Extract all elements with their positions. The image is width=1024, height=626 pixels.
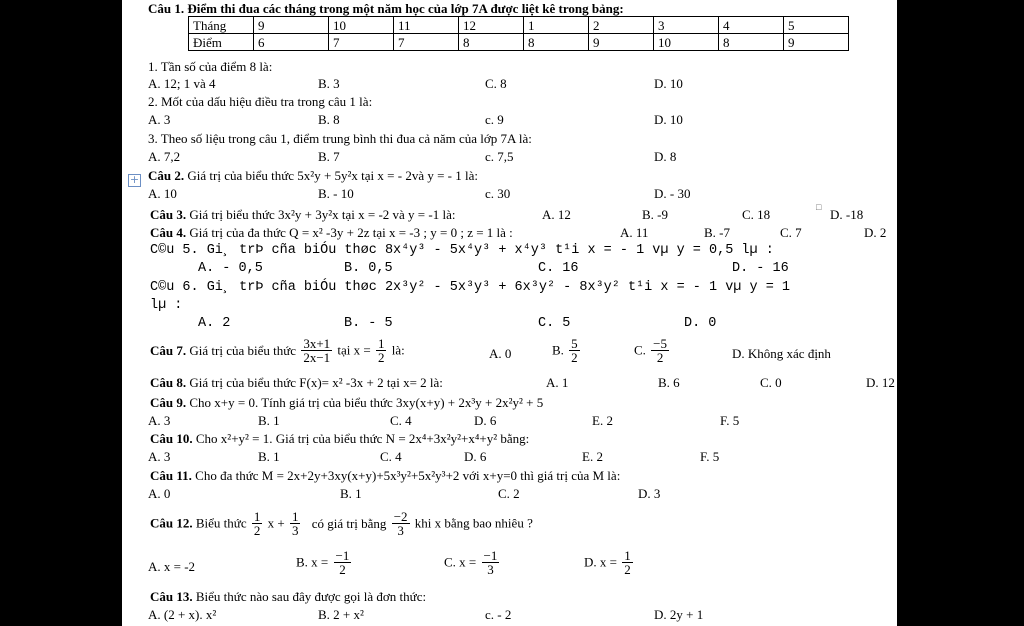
option-c: C. 8 — [485, 76, 507, 91]
table-cell: 5 — [784, 17, 849, 34]
option-c: c. 9 — [485, 112, 504, 127]
question-1-title: Câu 1. Điểm thi đua các tháng trong một năm học của lớp 7A được liệt kê trong bảng: — [148, 1, 624, 16]
question-3-stem: Câu 3. Giá trị biểu thức 3x²y + 3y²x tại x = -2 và y = -1 là: — [150, 207, 456, 222]
option-c: C. 18 — [742, 207, 771, 222]
option-d: D. 10 — [654, 112, 683, 127]
fraction: $\frac{1}{2}$ — [377, 336, 385, 365]
option-b: B. x = $\frac{-1}{2}$ — [296, 548, 350, 577]
option-b: B. - 5 — [344, 316, 393, 331]
table-cell: 10 — [329, 17, 394, 34]
question-stem: 3. Theo số liệu trong câu 1, điểm trung bình thi đua cả năm của lớp 7A là: — [148, 131, 532, 146]
small-box-icon: □ — [816, 202, 822, 212]
option-a: A. x = -2 — [148, 559, 196, 574]
option-a: A. 12; 1 và 4 — [148, 76, 216, 91]
option-d: D. 0 — [684, 316, 717, 331]
option-d: D. 12 — [866, 375, 895, 390]
option-a: A. (2 + x). x² — [148, 607, 217, 622]
score-table — [188, 16, 849, 51]
option-b: B. 1 — [340, 486, 362, 501]
option-d: D. 2 — [864, 225, 887, 240]
option-d: D. 3 — [638, 486, 661, 501]
table-cell: 10 — [654, 34, 719, 51]
table-cell: 2 — [589, 17, 654, 34]
option-f: F. 5 — [720, 413, 740, 428]
question-9-stem: Câu 9. Cho x+y = 0. Tính giá trị của biểu thức 3xy(x+y) + 2x³y + 2x²y² + 5 — [150, 395, 544, 410]
option-d: D. x = $\frac{1}{2}$ — [584, 548, 631, 577]
table-cell: 11 — [394, 17, 459, 34]
option-c: C. 5 — [538, 316, 571, 331]
table-row — [189, 17, 849, 34]
option-b: B. 7 — [318, 149, 340, 164]
option-c: C. 4 — [390, 413, 412, 428]
option-b: B. - 10 — [318, 186, 354, 201]
option-d: D. 6 — [464, 449, 487, 464]
question-12-stem: Câu 12. Biểu thức $\frac{1}{2}$ x + $\frac{1}{3}$ có giá trị bằng $\frac{-2}{3}$ khi x bằng bao nhiêu ? — [150, 509, 533, 538]
question-4-stem: Câu 4. Giá trị của đa thức Q = x² -3y + 2z tại x = -3 ; y = 0 ; z = 1 là : — [150, 225, 513, 240]
table-cell: Điểm — [189, 34, 254, 51]
option-f: F. 5 — [700, 449, 720, 464]
question-stem: 1. Tần số của điểm 8 là: — [148, 59, 273, 74]
question-6-stem-cont: lµ : — [150, 298, 183, 313]
table-cell: 12 — [459, 17, 524, 34]
option-a: A. 7,2 — [148, 149, 181, 164]
table-row — [189, 34, 849, 51]
option-b: B. 0,5 — [344, 261, 393, 276]
option-c: C. x = $\frac{-1}{3}$ — [444, 548, 498, 577]
question-stem: 2. Mốt của dấu hiệu điều tra trong câu 1 là: — [148, 94, 373, 109]
option-a: A. 3 — [148, 413, 171, 428]
option-d: D. -18 — [830, 207, 864, 222]
option-c: C. 7 — [780, 225, 802, 240]
option-a: A. 2 — [198, 316, 231, 331]
table-cell: 6 — [254, 34, 329, 51]
table-cell: 9 — [254, 17, 329, 34]
option-b: B. 3 — [318, 76, 340, 91]
fraction: $\frac{3x+1}{2x-1}$ — [303, 336, 331, 365]
option-c: C. 4 — [380, 449, 402, 464]
option-d: D. - 30 — [654, 186, 691, 201]
option-a: A. 12 — [542, 207, 571, 222]
option-b: B. 8 — [318, 112, 340, 127]
option-b: B. -7 — [704, 225, 730, 240]
option-e: E. 2 — [582, 449, 603, 464]
table-cell: 3 — [654, 17, 719, 34]
question-7-stem: Câu 7. Giá trị của biểu thức $\frac{3x+1}{2x-1}$ tại x = $\frac{1}{2}$ là: — [150, 336, 405, 365]
option-a: A. - 0,5 — [198, 261, 263, 276]
expand-plus-icon[interactable]: + — [129, 173, 140, 186]
question-2-stem: Câu 2. Giá trị của biểu thức 5x²y + 5y²x tại x = - 2và y = - 1 là: — [148, 168, 479, 183]
option-c: c. 7,5 — [485, 149, 514, 164]
option-d: D. 6 — [474, 413, 497, 428]
option-c: C. 16 — [538, 261, 579, 276]
option-d: D. 8 — [654, 149, 677, 164]
option-b: B. 1 — [258, 413, 280, 428]
option-a: A. 3 — [148, 112, 171, 127]
table-cell: 7 — [394, 34, 459, 51]
table-cell: 8 — [459, 34, 524, 51]
table-cell: 9 — [784, 34, 849, 51]
option-d: D. - 16 — [732, 261, 789, 276]
option-c: C. 2 — [498, 486, 520, 501]
option-a: A. 0 — [148, 486, 171, 501]
option-e: E. 2 — [592, 413, 613, 428]
table-cell: 8 — [524, 34, 589, 51]
option-d: D. 2y + 1 — [654, 607, 704, 622]
option-d: D. 10 — [654, 76, 683, 91]
option-d: D. Không xác định — [732, 346, 831, 361]
option-a: A. 11 — [620, 225, 649, 240]
option-b: B. 6 — [658, 375, 680, 390]
table-cell: 8 — [719, 34, 784, 51]
table-cell: 1 — [524, 17, 589, 34]
table-cell: Tháng — [189, 17, 254, 34]
option-a: A. 1 — [546, 375, 569, 390]
option-b: B. $\frac{5}{2}$ — [552, 336, 578, 365]
table-cell: 7 — [329, 34, 394, 51]
question-8-stem: Câu 8. Giá trị của biểu thức F(x)= x² -3x + 2 tại x= 2 là: — [150, 375, 443, 390]
question-5-stem: C©u 5. Gi¸ trÞ cña biÓu thøc 8x⁴y³ - 5x⁴y³ + x⁴y³ t¹i x = - 1 vµ y = 0,5 lµ : — [150, 243, 774, 258]
question-11-stem: Câu 11. Cho đa thức M = 2x+2y+3xy(x+y)+5x³y²+5x²y³+2 với x+y=0 thì giá trị của M là: — [150, 468, 621, 483]
option-a: A. 3 — [148, 449, 171, 464]
option-b: B. 2 + x² — [318, 607, 364, 622]
question-10-stem: Câu 10. Cho x²+y² = 1. Giá trị của biểu thức N = 2x⁴+3x²y²+x⁴+y² bằng: — [150, 431, 530, 446]
option-b: B. -9 — [642, 207, 668, 222]
question-13-stem: Câu 13. Biểu thức nào sau đây được gọi là đơn thức: — [150, 589, 427, 604]
option-b: B. 1 — [258, 449, 280, 464]
option-c: c. 30 — [485, 186, 511, 201]
option-a: A. 10 — [148, 186, 177, 201]
document-page — [122, 0, 897, 626]
table-cell: 4 — [719, 17, 784, 34]
option-c: C. $\frac{-5}{2}$ — [634, 336, 668, 365]
table-cell: 9 — [589, 34, 654, 51]
option-c: C. 0 — [760, 375, 782, 390]
option-a: A. 0 — [489, 346, 512, 361]
question-6-stem: C©u 6. Gi¸ trÞ cña biÓu thøc 2x³y² - 5x³y³ + 6x³y² - 8x³y² t¹i x = - 1 vµ y = 1 — [150, 280, 791, 295]
option-c: c. - 2 — [485, 607, 512, 622]
